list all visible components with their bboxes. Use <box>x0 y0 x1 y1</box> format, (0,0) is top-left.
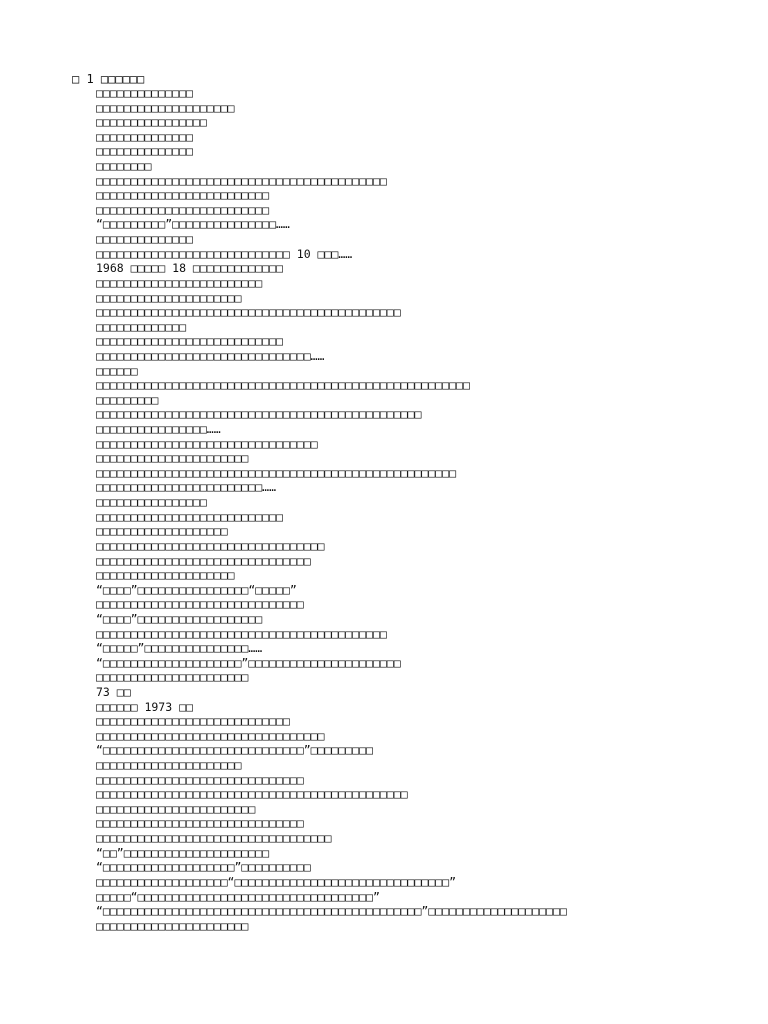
text-line: □□□□□□□□□□□□□□□□□□□□□□□□□□□□□□□□□ <box>96 538 325 553</box>
text-line: □□□□□□□□□□□□□□□□□□□□□□ <box>96 451 249 466</box>
text-body <box>96 86 736 933</box>
text-line: “□□□□□□□□□”□□□□□□□□□□□□□□□…… <box>96 217 290 232</box>
text-line: □□□□□□□□□□□□□□□□□□□□□□□□ <box>96 275 263 290</box>
text-line: □□□□□□□□□□□□□□□□□□□□□□□□□□□□□□ <box>96 597 304 612</box>
text-line: □□□□□□□□□□□□□□□□…… <box>96 422 221 437</box>
text-line: □□□□□□□□□□□□□□□□□□□□□□□□□□□□□□□□□□□□□□□□□□□□□□□□□□□□□□ <box>96 378 470 393</box>
text-line: □□□□□□□□□□□□□□□□□□□□□□□□□□□□□□ <box>96 816 304 831</box>
text-line: □□□□□□□□□□□□□□□□□□□□□□□□□□□□ 10 □□□…… <box>96 246 353 261</box>
text-line: □□□□□□□□□□□□□□□□□□□□□□□□□ <box>96 188 270 203</box>
text-line: □□□□□□□□□□□□□□□□□□□□ <box>96 568 235 583</box>
text-line: □□□□□□□□□□□□□□ <box>96 129 193 144</box>
text-line: □□□□□□□□□□□□□□□□□□□□□□□□…… <box>96 480 277 495</box>
text-line: □□□□□□ 1973 □□ <box>96 699 193 714</box>
text-line: □□□□□□□□□□□□□□□□□□□□□□□□□□□□□□ <box>96 772 304 787</box>
text-line: □□□□□□ <box>96 363 138 378</box>
text-line: □□□□□□□□□□□□□□ <box>96 144 193 159</box>
text-line: □□□□□□□□□□□□□□□□□□□□□□□□□□□□□□□□□□□□□□□□□□□□□□□ <box>96 407 422 422</box>
text-line: □□□□□“□□□□□□□□□□□□□□□□□□□□□□□□□□□□□□□□□□” <box>96 889 380 904</box>
text-line: “□□□□□□□□□□□□□□□□□□□□”□□□□□□□□□□□□□□□□□□□□□□ <box>96 655 401 670</box>
text-line: “□□□□□□□□□□□□□□□□□□□□□□□□□□□□□”□□□□□□□□□ <box>96 743 373 758</box>
text-line: □□□□□□□□□□□□□ <box>96 319 187 334</box>
chapter-heading: □ 1 □□□□□□ <box>72 72 145 86</box>
text-line: “□□□□□□□□□□□□□□□□□□□□□□□□□□□□□□□□□□□□□□□□□□□□□□”□□□□□□□□□□□□□□□□□□□□ <box>96 904 567 919</box>
text-line: □□□□□□□□□□□□□□□□□□□□□□□□□□□□□□□ <box>96 553 311 568</box>
text-line: □□□□□□□□□□□□□□□□ <box>96 115 207 130</box>
text-line: □□□□□□□□□□□□□□□□□□□□□□□ <box>96 801 256 816</box>
text-line: □□□□□□□□□□□□□□□□□□□□□□□□□□□ <box>96 509 283 524</box>
text-line: □□□□□□□□□□□□□□□□□□□□□□□□□□□□□□□□ <box>96 436 318 451</box>
text-line: □□□□□□□□□□□□□□□□□□□ <box>96 524 228 539</box>
text-line: □□□□□□□□□□□□□□□□□□□□□□□□□ <box>96 202 270 217</box>
text-line: 1968 □□□□□ 18 □□□□□□□□□□□□□ <box>96 261 283 276</box>
text-line: □□□□□□□□□□□□□□□□□□□□□□□□□□□□□□□□□ <box>96 728 325 743</box>
text-line: □□□□□□□□□□□□□□□□□□□□□□ <box>96 670 249 685</box>
text-line: □□□□□□□□ <box>96 159 152 174</box>
text-line: □□□□□□□□□□□□□□□□□□□“□□□□□□□□□□□□□□□□□□□□□□□□□□□□□□□” <box>96 874 457 889</box>
text-line: □□□□□□□□□□□□□□□□□□□□□□□□□□□□□□□□□□□□□□□□□□□□□□□□□□□□ <box>96 465 457 480</box>
text-line: □□□□□□□□□□□□□□□□□□□□□□□□□□□ <box>96 334 283 349</box>
text-line: □□□□□□□□□□□□□□□□ <box>96 495 207 510</box>
text-line: □□□□□□□□□□□□□□□□□□□□□□ <box>96 918 249 933</box>
text-line: □□□□□□□□□□□□□□□□□□□□□□□□□□□□□□□□□□□□□□□□□□ <box>96 626 387 641</box>
text-line: □□□□□□□□□□□□□□□□□□□□□□□□□□□□□□□…… <box>96 348 325 363</box>
text-line: □□□□□□□□□□□□□□□□□□□□□□□□□□□□□□□□□□□□□□□□□□□□□ <box>96 787 408 802</box>
text-line: “□□□□□”□□□□□□□□□□□□□□□…… <box>96 641 263 656</box>
text-line: □□□□□□□□□□□□□□□□□□□□□□□□□□□□□□□□□□ <box>96 831 332 846</box>
text-line: □□□□□□□□□□□□□□□□□□□□□ <box>96 290 242 305</box>
text-line: “□□□□”□□□□□□□□□□□□□□□□□□ <box>96 611 263 626</box>
text-line: □□□□□□□□□□□□□□□□□□□□ <box>96 100 235 115</box>
text-line: □□□□□□□□□□□□□□□□□□□□□□□□□□□□□□□□□□□□□□□□□□□□ <box>96 305 401 320</box>
text-line: □□□□□□□□□□□□□□□□□□□□□□□□□□□□□□□□□□□□□□□□□□ <box>96 173 387 188</box>
text-line: □□□□□□□□□□□□□□ <box>96 232 193 247</box>
text-line: □□□□□□□□□□□□□□□□□□□□□ <box>96 758 242 773</box>
text-line: □□□□□□□□□□□□□□ <box>96 86 193 100</box>
text-line: 73 □□ <box>96 684 131 699</box>
text-line: □□□□□□□□□ <box>96 392 159 407</box>
text-line: □□□□□□□□□□□□□□□□□□□□□□□□□□□□ <box>96 714 290 729</box>
text-line: “□□”□□□□□□□□□□□□□□□□□□□□□ <box>96 845 270 860</box>
text-line: “□□□□□□□□□□□□□□□□□□□”□□□□□□□□□□ <box>96 860 311 875</box>
text-line: “□□□□”□□□□□□□□□□□□□□□□“□□□□□” <box>96 582 297 597</box>
